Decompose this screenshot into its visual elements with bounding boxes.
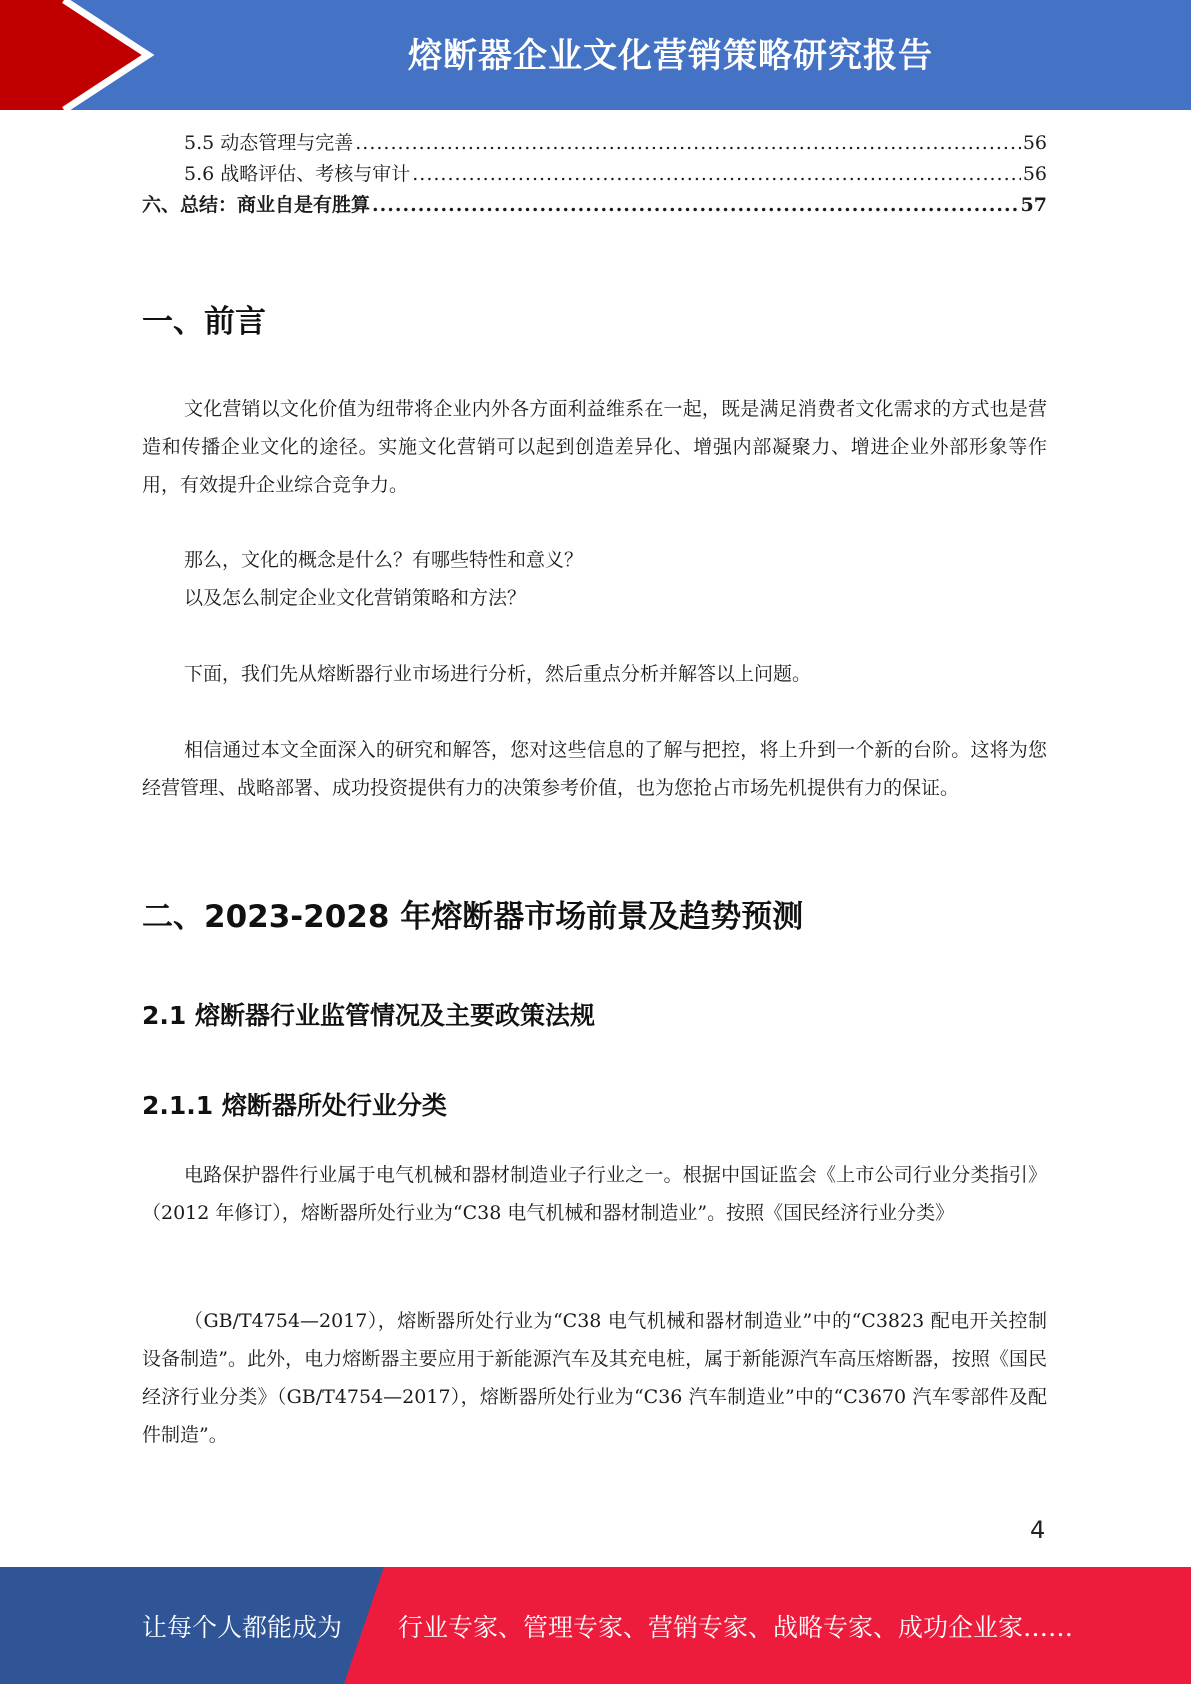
page-number: 4 bbox=[1030, 1516, 1046, 1544]
toc-entry-page: 56 bbox=[1022, 163, 1047, 185]
preface-paragraph-3: 相信通过本文全面深入的研究和解答，您对这些信息的了解与把控，将上升到一个新的台阶。这将为您经营管理、战略部署、成功投资提供有力的决策参考价值，也为您抢占市场先机提供有力的保证。 bbox=[142, 739, 1047, 799]
preface-paragraph-2: 下面，我们先从熔断器行业市场进行分析，然后重点分析并解答以上问题。 bbox=[184, 663, 812, 685]
toc-entry-label: 5.5 动态管理与完善 bbox=[184, 132, 354, 154]
preface-question-1: 那么，文化的概念是什么？有哪些特性和意义？ bbox=[184, 549, 584, 571]
toc-leader-dots bbox=[355, 128, 1021, 159]
preface-heading: 一、前言 bbox=[142, 304, 266, 340]
toc-entry-page: 57 bbox=[1020, 194, 1047, 216]
toc-entry-label: 5.6 战略评估、考核与审计 bbox=[184, 163, 411, 185]
toc-leader-dots bbox=[372, 190, 1019, 221]
table-of-contents bbox=[142, 128, 1047, 221]
toc-entry[interactable] bbox=[142, 128, 1047, 159]
regulation-heading: 2.1 熔断器行业监管情况及主要政策法规 bbox=[142, 1001, 595, 1030]
page-footer bbox=[0, 1567, 1191, 1684]
classification-paragraph-1: 电路保护器件行业属于电气机械和器材制造业子行业之一。根据中国证监会《上市公司行业分类指引》（2012 年修订），熔断器所处行业为“C38 电气机械和器材制造业”。按照《国民经济行业分类》 bbox=[142, 1164, 1047, 1224]
market-heading: 二、2023-2028 年熔断器市场前景及趋势预测 bbox=[142, 899, 804, 935]
toc-leader-dots bbox=[412, 159, 1021, 190]
footer-slogan-right: 行业专家、管理专家、营销专家、战略专家、成功企业家…… bbox=[398, 1612, 1074, 1642]
classification-paragraph-2: （GB/T4754—2017），熔断器所处行业为“C38 电气机械和器材制造业”中的“C3823 配电开关控制设备制造”。此外，电力熔断器主要应用于新能源汽车及其充电桩，属于新能源汽车高压熔断器，按照《国民经济行业分类》（GB/T4754—2017），熔断器所处行业为“C36 汽车制造业”中的“C3670 汽车零部件及配件制造”。 bbox=[142, 1310, 1047, 1446]
toc-entry[interactable] bbox=[142, 190, 1047, 221]
page-header bbox=[0, 0, 1191, 110]
preface-question-2: 以及怎么制定企业文化营销策略和方法？ bbox=[184, 587, 527, 609]
classification-heading: 2.1.1 熔断器所处行业分类 bbox=[142, 1091, 447, 1120]
preface-paragraph-1: 文化营销以文化价值为纽带将企业内外各方面利益维系在一起，既是满足消费者文化需求的方式也是营造和传播企业文化的途径。实施文化营销可以起到创造差异化、增强内部凝聚力、增进企业外部形象等作用，有效提升企业综合竞争力。 bbox=[142, 398, 1047, 496]
footer-slogan-left: 让每个人都能成为 bbox=[142, 1612, 343, 1642]
toc-entry-label: 六、总结：商业自是有胜算 bbox=[142, 194, 371, 216]
toc-entry-page: 56 bbox=[1022, 132, 1047, 154]
toc-entry[interactable] bbox=[142, 159, 1047, 190]
report-title: 熔断器企业文化营销策略研究报告 bbox=[408, 35, 933, 76]
